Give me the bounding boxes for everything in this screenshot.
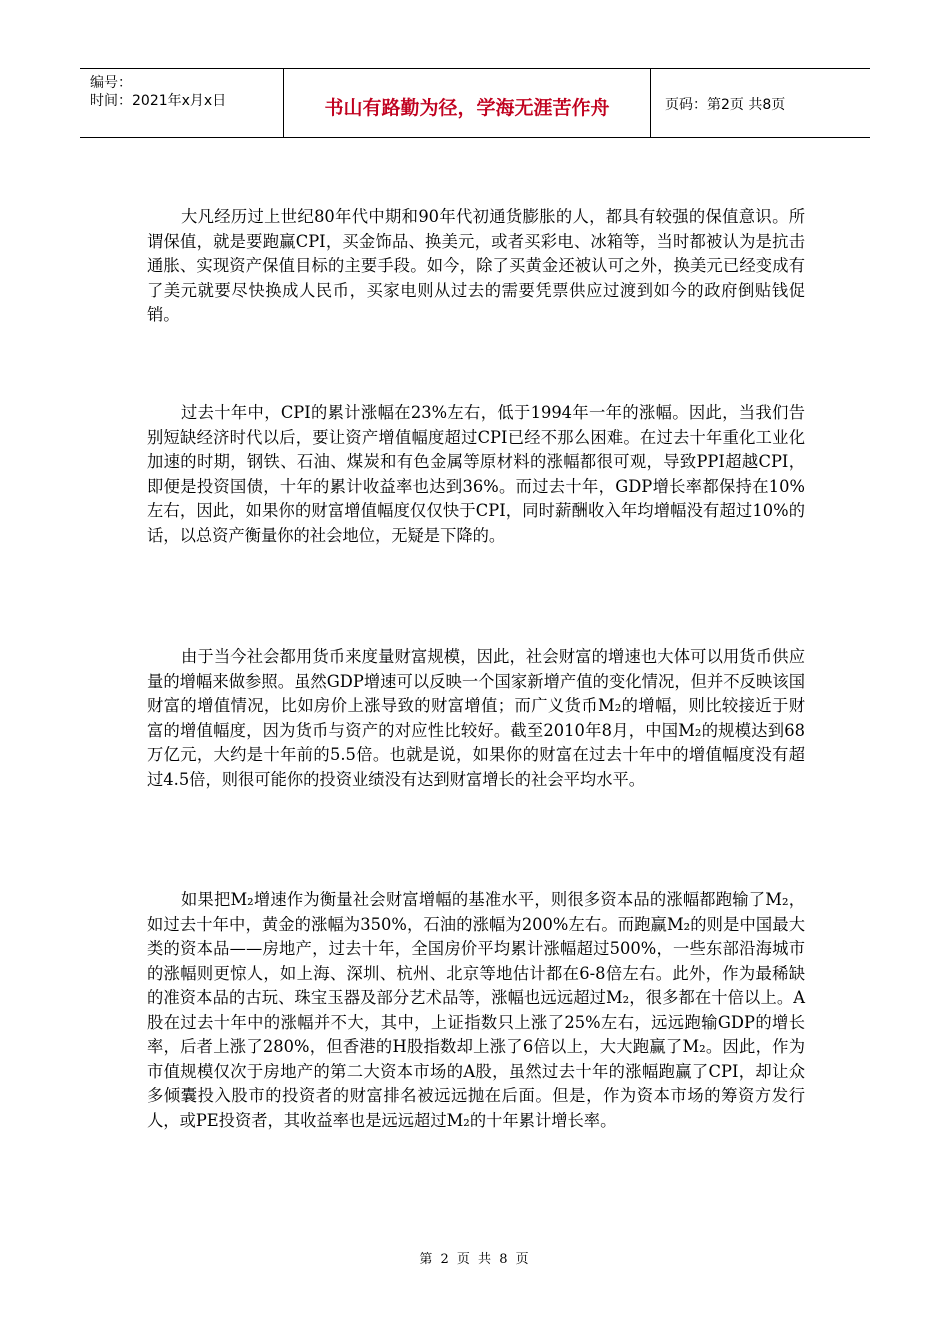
paragraph-1: 大凡经历过上世纪80年代中期和90年代初通货膨胀的人，都具有较强的保值意识。所谓保值，就是要跑赢CPI，买金饰品、换美元，或者买彩电、冰箱等，当时都被认为是抗击通胀、实现资产保值目标的主要手段。如今，除了买黄金还被认可之外，换美元已经变成有了美元就要尽快换成人民币，买家电则从过去的需要凭票供应过渡到如今的政府倒贴钱促销。 [147,207,805,324]
paragraph-2: 过去十年中，CPI的累计涨幅在23%左右，低于1994年一年的涨幅。因此，当我们告别短缺经济时代以后，要让资产增值幅度超过CPI已经不那么困难。在过去十年重化工业化加速的时期，钢铁、石油、煤炭和有色金属等原材料的涨幅都很可观，导致PPI超越CPI，即便是投资国债，十年的累计收益率也达到36%。而过去十年，GDP增长率都保持在10%左右，因此，如果你的财富增值幅度仅仅快于CPI，同时薪酬收入年均增幅没有超过10%的话，以总资产衡量你的社会地位，无疑是下降的。 [147,403,805,545]
header-date: 时间：2021年x月x日 [90,93,227,109]
header-info-cell [80,69,284,137]
page-header [80,68,870,138]
paragraph-4: 如果把M₂增速作为衡量社会财富增幅的基准水平，则很多资本品的涨幅都跑输了M₂，如过去十年中，黄金的涨幅为350%，石油的涨幅为200%左右。而跑赢M₂的则是中国最大类的资本品——房地产，过去十年，全国房价平均累计涨幅超过500%，一些东部沿海城市的涨幅则更惊人，如上海、深圳、杭州、北京等地估计都在6-8倍左右。此外，作为最稀缺的准资本品的古玩、珠宝玉器及部分艺术品等，涨幅也远远超过M₂，很多都在十倍以上。A股在过去十年中的涨幅并不大，其中，上证指数只上涨了25%左右，远远跑输GDP的增长率，后者上涨了280%，但香港的H股指数却上涨了6倍以上，大大跑赢了M₂。因此，作为市值规模仅次于房地产的第二大资本市场的A股，虽然过去十年的涨幅跑赢了CPI，却让众多倾囊投入股市的投资者的财富排名被远远抛在后面。但是，作为资本市场的筹资方发行人，或PE投资者，其收益率也是远远超过M₂的十年累计增长率。 [147,890,805,1130]
header-page-info: 页码：第2页 共8页 [665,97,786,113]
header-motto: 书山有路勤为径，学海无涯苦作舟 [324,97,610,119]
header-motto-cell [284,69,651,137]
header-page-cell [651,69,870,137]
page-footer: 第 2 页 共 8 页 [419,1252,531,1267]
header-number-label: 编号： [90,75,132,91]
paragraph-3: 由于当今社会都用货币来度量财富规模，因此，社会财富的增速也大体可以用货币供应量的增幅来做参照。虽然GDP增速可以反映一个国家新增产值的变化情况，但并不反映该国财富的增值情况，比如房价上涨导致的财富增值；而广义货币M₂的增幅，则比较接近于财富的增值幅度，因为货币与资产的对应性比较好。截至2010年8月，中国M₂的规模达到68万亿元，大约是十年前的5.5倍。也就是说，如果你的财富在过去十年中的增值幅度没有超过4.5倍，则很可能你的投资业绩没有达到财富增长的社会平均水平。 [147,647,805,789]
